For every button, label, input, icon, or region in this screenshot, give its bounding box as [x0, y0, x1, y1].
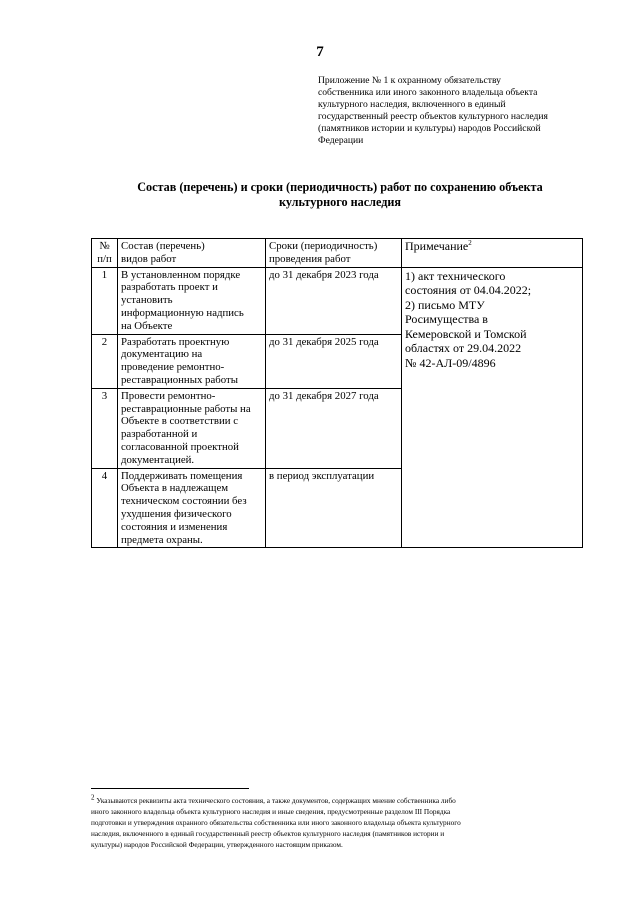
row-name	[118, 468, 266, 548]
row-name-line: Поддерживать помещения	[121, 469, 243, 482]
footnote-text: Указываются реквизиты акта технического состояния, а также документов, содержащих мнение собственника либо	[94, 796, 456, 805]
note-line: Кемеровской и Томской	[405, 326, 527, 341]
header-num	[92, 239, 118, 268]
row-name-line: состояния и изменения	[121, 520, 228, 533]
header-term-line: проведения работ	[269, 252, 351, 265]
header-term	[266, 239, 402, 268]
header-num-line: п/п	[97, 252, 112, 265]
row-name-line: проведение ремонтно-	[121, 361, 225, 374]
row-name-line: разработать проект и	[121, 281, 218, 294]
row-name-line: на Объекте	[121, 319, 173, 332]
row-name-line: техническом состоянии без	[121, 495, 247, 508]
header-num-line: №	[99, 240, 110, 252]
header-name-line: Состав (перечень)	[121, 240, 205, 252]
row-name-line: Объекте в соответствии с	[121, 415, 239, 428]
row-name	[118, 388, 266, 468]
page-number: 7	[316, 44, 324, 60]
row-term: до 31 декабря 2023 года	[266, 267, 402, 334]
row-name-line: установить	[121, 294, 173, 307]
header-term-line: Сроки (периодичность)	[269, 240, 378, 252]
document-title-line: Состав (перечень) и сроки (периодичность) работ по сохранению объекта	[137, 180, 543, 194]
note-line: 1) акт технического	[405, 268, 506, 283]
note-line: № 42-АЛ-09/4896	[405, 355, 496, 370]
row-num: 2	[92, 334, 118, 388]
row-name-line: реставрационных работы	[121, 373, 238, 386]
header-name	[118, 239, 266, 268]
row-name-line: ухудшения физического	[121, 507, 232, 520]
appendix-line: государственный реестр объектов культурного наследия	[318, 111, 548, 123]
row-term: до 31 декабря 2027 года	[266, 388, 402, 468]
row-name-line: Разработать проектную	[121, 335, 230, 348]
note-line: Росимущества в	[405, 312, 488, 327]
header-note	[402, 239, 583, 268]
row-name	[118, 334, 266, 388]
document-title	[110, 180, 570, 210]
row-num: 1	[92, 267, 118, 334]
row-name-line: В установленном порядке	[121, 268, 241, 281]
footnote-ref: 2	[468, 239, 472, 247]
footnote-divider	[91, 788, 249, 789]
note-cell	[402, 267, 583, 548]
note-line: состояния от 04.04.2022;	[405, 283, 532, 298]
table-header-row	[92, 239, 583, 268]
appendix-note	[318, 75, 580, 148]
row-name-line: документацией.	[121, 453, 195, 466]
header-name-line: видов работ	[121, 252, 177, 265]
appendix-line: Приложение № 1 к охранному обязательству	[318, 75, 501, 86]
row-name-line: Провести ремонтно-	[121, 389, 216, 402]
appendix-line: культурного наследия, включенного в единый	[318, 99, 506, 111]
row-term: до 31 декабря 2025 года	[266, 334, 402, 388]
footnote-line: культуры) народов Российской Федерации, утвержденного настоящим приказом.	[91, 840, 343, 849]
row-name	[118, 267, 266, 334]
document-title-line: культурного наследия	[278, 195, 402, 209]
appendix-line: Федерации	[318, 135, 364, 147]
row-name-line: согласованной проектной	[121, 440, 239, 453]
note-line: 2) письмо МТУ	[405, 297, 485, 312]
row-name-line: предмета охраны.	[121, 533, 203, 546]
appendix-line: (памятников истории и культуры) народов Российской	[318, 123, 541, 135]
footnote-line: наследия, включенного в единый государственный реестр объектов культурного наследия (памятников истории и	[91, 829, 445, 838]
footnote-line: подготовки и утверждения охранного обязательства собственника или иного законного владельца объекта культурного	[91, 818, 461, 827]
table-row	[92, 267, 583, 334]
row-term: в период эксплуатации	[266, 468, 402, 548]
row-num: 4	[92, 468, 118, 548]
row-name-line: разработанной и	[121, 428, 198, 441]
row-num: 3	[92, 388, 118, 468]
note-line: областях от 29.04.2022	[405, 341, 522, 356]
row-name-line: документацию на	[121, 348, 203, 361]
works-table	[91, 238, 583, 548]
footnote	[91, 795, 584, 850]
appendix-line: собственника или иного законного владельца объекта	[318, 87, 538, 99]
footnote-marker: 2	[91, 793, 95, 802]
footnote-line: иного законного владельца объекта культурного наследия и иные сведения, предусмотренные разделом III Порядка	[91, 807, 451, 816]
row-name-line: реставрационные работы на	[121, 402, 251, 415]
header-note-label: Примечание	[405, 239, 469, 253]
footnote-line	[91, 795, 584, 806]
row-name-line: информационную надпись	[121, 306, 244, 319]
row-name-line: Объекта в надлежащем	[121, 482, 229, 495]
